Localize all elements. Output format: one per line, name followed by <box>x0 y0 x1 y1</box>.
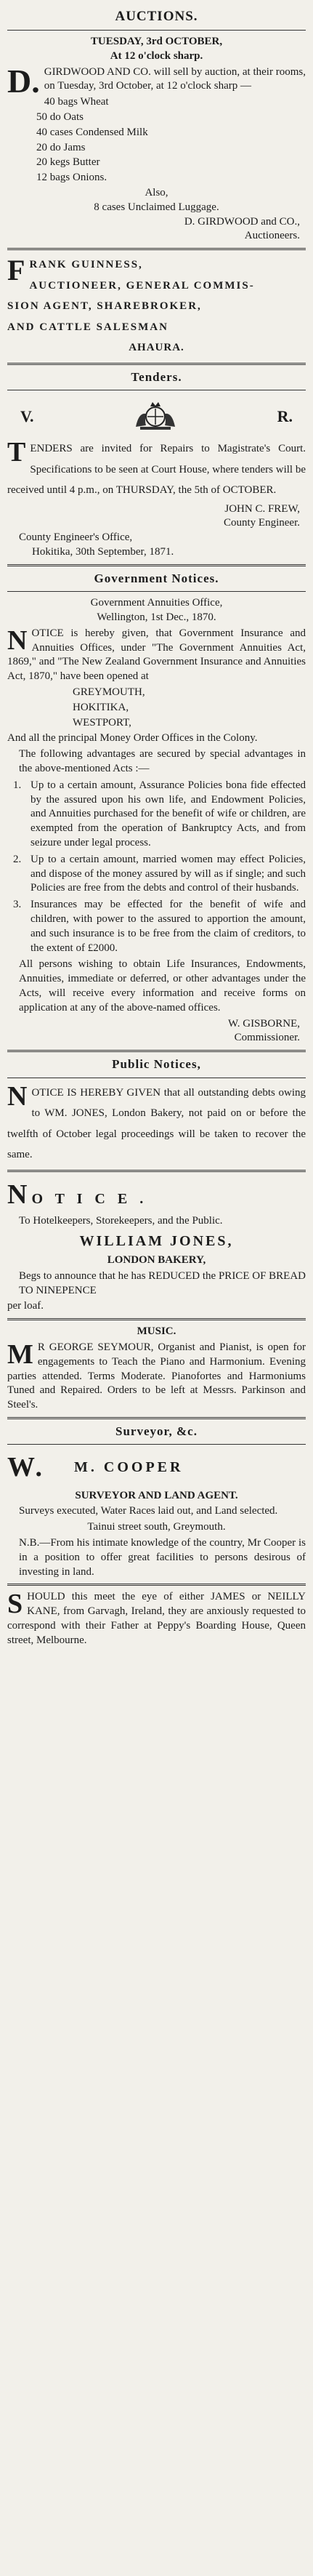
divider <box>7 1444 306 1445</box>
guinness-town: AHAURA. <box>129 342 184 354</box>
auction-signature: D. GIRDWOOD and CO., <box>184 215 300 228</box>
auction-item: 40 cases Condensed Milk <box>36 126 148 138</box>
tenders-signature: JOHN C. FREW, <box>224 502 300 515</box>
divider <box>7 1050 306 1052</box>
tenders-place-date: Hokitika, 30th September, 1871. <box>32 546 174 558</box>
tenders-body: ENDERS are invited for Repairs to Magistrate's Court. Specifications to be seen at Court House, where tenders will be received until 4 p.m., on THURSDAY, the 5th of OCTOBER. <box>7 443 306 497</box>
government-signature: W. GISBORNE, <box>227 1017 300 1030</box>
divider <box>7 1318 306 1320</box>
government-closing: All persons wishing to obtain Life Insurances, Endowments, Annuities, immediate or deferred, or other advantages under the Acts, will receive every information and receive forms on application at any of the above-named offices. <box>19 958 306 1014</box>
auction-item: 20 do Jams <box>36 141 86 153</box>
auction-also-item: 8 cases Unclaimed Luggage. <box>94 201 219 213</box>
drop-cap: S <box>7 1589 23 1620</box>
auction-items <box>36 95 306 185</box>
hotel-notice-body: Begs to announce that he has REDUCED the PRICE OF BREAD TO NINEPENCE <box>19 1269 306 1296</box>
surveyor-body: Surveys executed, Water Races laid out, and Land selected. <box>19 1505 278 1517</box>
surveyor-name: M. COOPER <box>74 1459 184 1476</box>
tenders-signature-title: County Engineer. <box>224 517 300 529</box>
kane-notice <box>7 1590 306 1648</box>
divider <box>7 1417 306 1419</box>
guinness-line: SION AGENT, SHAREBROKER, <box>7 300 202 313</box>
government-heading: Government Notices. <box>94 571 219 585</box>
point-text: Insurances may be effected for the benefit of wife and children, with power to the assured to apportion the amount, and such insurance is to be free from the claim of creditors, to the extent of £2000. <box>31 899 306 954</box>
drop-cap: N <box>7 1179 32 1210</box>
drop-cap: N <box>7 1080 28 1112</box>
government-body: OTICE is hereby given, that Government Insurance and Annuities Offices, under "The Government Annuities Act, 1869," and "The New Zealand Government Insurance and Annuities Act, 1870," have been opened at <box>7 627 306 683</box>
music-heading: MUSIC. <box>137 1325 176 1338</box>
guinness-name: RANK GUINNESS, <box>29 259 143 271</box>
drop-cap: N <box>7 625 28 656</box>
advantage-point <box>13 853 306 896</box>
government-section <box>7 571 306 1046</box>
public-heading: Public Notices, <box>112 1057 201 1072</box>
auction-date: TUESDAY, 3rd OCTOBER, <box>90 36 223 48</box>
government-date: Wellington, 1st Dec., 1870. <box>97 611 216 624</box>
divider <box>7 30 306 31</box>
public-notices-section <box>7 1056 306 1413</box>
divider <box>7 591 306 592</box>
drop-cap: T <box>7 437 26 468</box>
guinness-line: AND CATTLE SALESMAN <box>7 321 168 333</box>
divider <box>7 1584 306 1586</box>
point-number: 3. <box>13 899 22 911</box>
drop-cap: D. <box>7 62 40 100</box>
auctions-heading: AUCTIONS. <box>115 9 198 24</box>
place: WESTPORT, <box>73 716 131 729</box>
auction-signature-title: Auctioneers. <box>244 230 300 242</box>
auction-item: 40 bags Wheat <box>44 96 109 108</box>
surveyor-nb: N.B.—From his intimate knowledge of the country, Mr Cooper is in a position to offer great facilities to persons desirous of investing in land. <box>19 1536 306 1578</box>
kane-body: HOULD this meet the eye of either JAMES or NEILLY KANE, from Garvagh, Ireland, they are anxiously requested to correspond with their Father at Peppy's Boarding House, Queen street, Melbourne. <box>7 1591 306 1646</box>
drop-cap: M <box>7 1339 33 1370</box>
surveyor-title: SURVEYOR AND LAND AGENT. <box>75 1489 238 1501</box>
advantage-point <box>13 898 306 955</box>
hotel-notice-body-end: per loaf. <box>7 1300 44 1312</box>
baker-name: WILLIAM JONES, <box>79 1232 234 1249</box>
advantage-point <box>13 779 306 851</box>
government-signature-title: Commissioner. <box>234 1032 300 1044</box>
tenders-office: County Engineer's Office, <box>19 531 133 544</box>
government-office: Government Annuities Office, <box>90 597 223 609</box>
divider <box>7 564 306 566</box>
guinness-line: AUCTIONEER, GENERAL COMMIS- <box>29 279 255 292</box>
coat-of-arms-icon <box>130 399 181 433</box>
point-number: 2. <box>13 853 22 865</box>
hotel-notice-title: O T I C E . <box>31 1190 148 1207</box>
place: GREYMOUTH, <box>73 686 145 699</box>
auctions-section <box>7 7 306 244</box>
government-advantages: The following advantages are secured by special advantages in the above-mentioned Acts :— <box>19 748 306 775</box>
hotel-notice-to: To Hotelkeepers, Storekeepers, and the Public. <box>19 1214 223 1227</box>
divider <box>7 363 306 365</box>
jones-notice-body: OTICE IS HEREBY GIVEN that all outstanding debts owing to WM. JONES, London Bakery, not paid on or before the twelfth of October legal proceedings will be taken to recover the same. <box>7 1086 306 1161</box>
surveyor-section <box>7 1424 306 1579</box>
tenders-section <box>7 369 306 560</box>
crest-letter-v: V. <box>20 406 34 425</box>
crest-letter-r: R. <box>277 406 293 425</box>
drop-cap: W. <box>7 1452 46 1483</box>
office-places <box>73 686 306 730</box>
place: HOKITIKA, <box>73 701 129 713</box>
surveyor-heading: Surveyor, &c. <box>115 1424 198 1438</box>
divider <box>7 248 306 250</box>
bakery-name: LONDON BAKERY, <box>107 1253 206 1266</box>
point-number: 1. <box>13 779 22 791</box>
auction-time: At 12 o'clock sharp. <box>110 49 203 62</box>
newspaper-column <box>7 0 306 1648</box>
auction-item: 20 kegs Butter <box>36 156 100 169</box>
government-after-places: And all the principal Money Order Offices in the Colony. <box>7 732 258 745</box>
point-text: Up to a certain amount, Assurance Policies bona fide effected by the assured upon his own life, and Endowment Policies, and Annuities purchased for the benefit of wife or children, are exempted from the operation of Bankruptcy Acts, and from seizure under legal process. <box>31 779 306 849</box>
auction-intro: GIRDWOOD AND CO. will sell by auction, at their rooms, on Tuesday, 3rd October, at 12 o'clock sharp — <box>44 65 306 92</box>
divider <box>7 1170 306 1172</box>
royal-crest <box>7 395 306 437</box>
auction-also: Also, <box>145 187 168 199</box>
auction-item: 50 do Oats <box>36 111 84 124</box>
surveyor-address: Tainui street south, Greymouth. <box>87 1521 226 1533</box>
drop-cap: F <box>7 254 27 287</box>
guinness-advert <box>7 254 306 358</box>
music-body: R GEORGE SEYMOUR, Organist and Pianist, is open for engagements to Teach the Piano and Harmonium. Evening parties attended. Terms Moderate. Pianofortes and Harmoniums Tuned and Repaired. Orders to be left at Messrs. Parkinson and Steel's. <box>7 1341 306 1411</box>
tenders-heading: Tenders. <box>131 369 182 384</box>
point-text: Up to a certain amount, married women may effect Policies, and dispose of the money assured by will as if single; and such Policies are free from the debts and control of their husbands. <box>31 853 306 894</box>
auction-item: 12 bags Onions. <box>36 172 107 184</box>
